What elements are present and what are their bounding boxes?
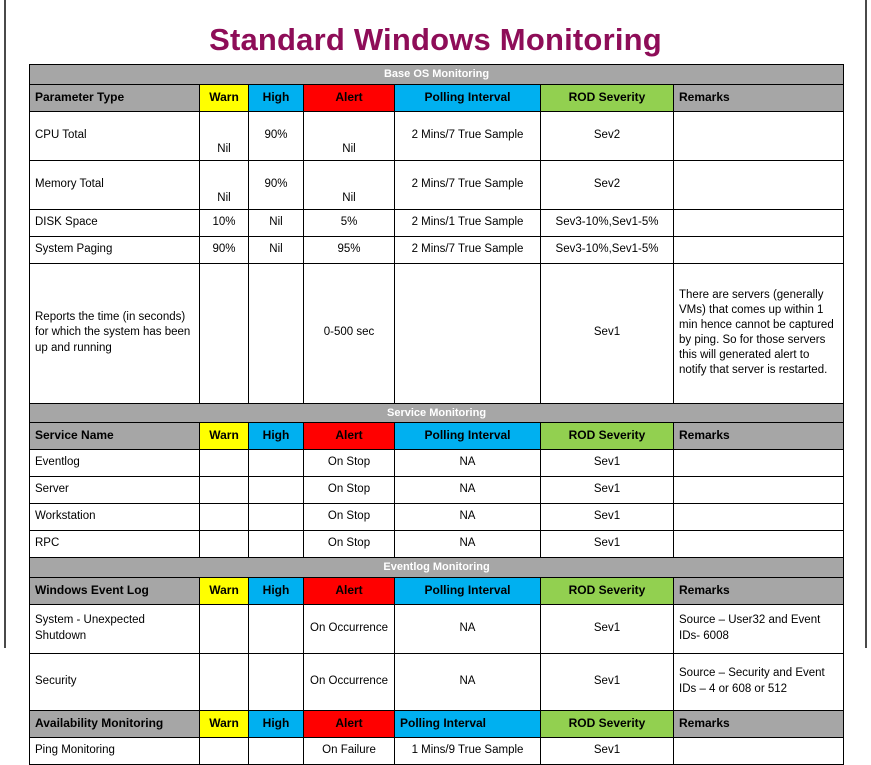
section-band-service: Service Monitoring	[30, 403, 844, 423]
cell-remarks	[674, 531, 844, 558]
section-band-eventlog: Eventlog Monitoring	[30, 558, 844, 578]
cell-polling: 2 Mins/7 True Sample	[395, 160, 541, 209]
cell-parameter-name: DISK Space	[30, 209, 200, 236]
header-parameter-type: Parameter Type	[30, 84, 200, 111]
table-row	[30, 531, 844, 558]
cell-rod: Sev3-10%,Sev1-5%	[541, 236, 674, 263]
cell-warn	[200, 653, 249, 710]
column-header-row	[30, 710, 844, 737]
table-row	[30, 737, 844, 764]
cell-remarks: Source – Security and Event IDs – 4 or 608 or 512	[674, 653, 844, 710]
header-remarks: Remarks	[674, 577, 844, 604]
table-row	[30, 209, 844, 236]
cell-warn	[200, 737, 249, 764]
cell-high: 90%	[249, 111, 304, 160]
table-row	[30, 653, 844, 710]
header-high: High	[249, 577, 304, 604]
cell-alert: 5%	[304, 209, 395, 236]
header-remarks: Remarks	[674, 84, 844, 111]
cell-event-log-name: Security	[30, 653, 200, 710]
cell-alert: On Stop	[304, 531, 395, 558]
cell-parameter-name: Memory Total	[30, 160, 200, 209]
cell-polling	[395, 263, 541, 403]
cell-high: 90%	[249, 160, 304, 209]
cell-rod: Sev2	[541, 160, 674, 209]
cell-rod: Sev1	[541, 737, 674, 764]
cell-parameter-name: System Paging	[30, 236, 200, 263]
cell-remarks	[674, 236, 844, 263]
cell-service-name: Eventlog	[30, 450, 200, 477]
cell-remarks	[674, 111, 844, 160]
monitoring-table	[29, 64, 844, 765]
table-row	[30, 450, 844, 477]
header-rod-severity: ROD Severity	[541, 84, 674, 111]
slide-right-border	[865, 0, 867, 648]
cell-parameter-name: Reports the time (in seconds) for which the system has been up and running	[30, 263, 200, 403]
cell-rod: Sev1	[541, 531, 674, 558]
header-service-name: Service Name	[30, 423, 200, 450]
header-remarks: Remarks	[674, 423, 844, 450]
header-warn: Warn	[200, 423, 249, 450]
table-row	[30, 477, 844, 504]
cell-high: Nil	[249, 236, 304, 263]
cell-polling: 1 Mins/9 True Sample	[395, 737, 541, 764]
cell-remarks	[674, 477, 844, 504]
cell-rod: Sev3-10%,Sev1-5%	[541, 209, 674, 236]
column-header-row	[30, 84, 844, 111]
cell-alert: On Occurrence	[304, 604, 395, 653]
header-polling-interval: Polling Interval	[395, 577, 541, 604]
cell-alert: 95%	[304, 236, 395, 263]
cell-parameter-name: CPU Total	[30, 111, 200, 160]
header-polling-interval: Polling Interval	[395, 84, 541, 111]
cell-high	[249, 504, 304, 531]
cell-warn	[200, 504, 249, 531]
cell-remarks	[674, 160, 844, 209]
cell-warn: 10%	[200, 209, 249, 236]
column-header-row	[30, 423, 844, 450]
cell-remarks: Source – User32 and Event IDs- 6008	[674, 604, 844, 653]
monitoring-table-container	[29, 64, 843, 765]
cell-polling: NA	[395, 604, 541, 653]
table-row	[30, 160, 844, 209]
section-band-row	[30, 65, 844, 85]
header-warn: Warn	[200, 84, 249, 111]
cell-warn: Nil	[200, 160, 249, 209]
cell-polling: NA	[395, 531, 541, 558]
cell-alert: Nil	[304, 160, 395, 209]
cell-remarks	[674, 504, 844, 531]
cell-alert: Nil	[304, 111, 395, 160]
header-high: High	[249, 710, 304, 737]
cell-warn	[200, 604, 249, 653]
cell-rod: Sev2	[541, 111, 674, 160]
cell-high: Nil	[249, 209, 304, 236]
cell-polling: 2 Mins/1 True Sample	[395, 209, 541, 236]
header-alert: Alert	[304, 577, 395, 604]
cell-high	[249, 450, 304, 477]
cell-service-name: Server	[30, 477, 200, 504]
cell-remarks	[674, 209, 844, 236]
header-windows-event-log: Windows Event Log	[30, 577, 200, 604]
cell-service-name: Workstation	[30, 504, 200, 531]
cell-alert: On Occurrence	[304, 653, 395, 710]
header-alert: Alert	[304, 710, 395, 737]
cell-polling: 2 Mins/7 True Sample	[395, 111, 541, 160]
cell-polling: NA	[395, 504, 541, 531]
cell-event-log-name: System - Unexpected Shutdown	[30, 604, 200, 653]
cell-alert: On Stop	[304, 477, 395, 504]
cell-remarks: There are servers (generally VMs) that comes up within 1 min hence cannot be captured by ping. So for those servers this will generated alert to notify that server is restarted.	[674, 263, 844, 403]
section-band-row	[30, 558, 844, 578]
table-row	[30, 236, 844, 263]
section-band-row	[30, 403, 844, 423]
cell-warn	[200, 531, 249, 558]
cell-high	[249, 477, 304, 504]
cell-alert: On Stop	[304, 450, 395, 477]
header-high: High	[249, 423, 304, 450]
cell-warn: Nil	[200, 111, 249, 160]
cell-polling: 2 Mins/7 True Sample	[395, 236, 541, 263]
cell-high	[249, 737, 304, 764]
header-rod-severity: ROD Severity	[541, 423, 674, 450]
header-high: High	[249, 84, 304, 111]
cell-warn: 90%	[200, 236, 249, 263]
cell-high	[249, 604, 304, 653]
cell-rod: Sev1	[541, 604, 674, 653]
cell-high	[249, 653, 304, 710]
header-rod-severity: ROD Severity	[541, 577, 674, 604]
cell-availability-name: Ping Monitoring	[30, 737, 200, 764]
header-polling-interval: Polling Interval	[395, 710, 541, 737]
table-row	[30, 504, 844, 531]
cell-remarks	[674, 737, 844, 764]
header-availability-monitoring: Availability Monitoring	[30, 710, 200, 737]
cell-polling: NA	[395, 450, 541, 477]
cell-warn	[200, 477, 249, 504]
section-band-base-os: Base OS Monitoring	[30, 65, 844, 85]
cell-warn	[200, 450, 249, 477]
column-header-row	[30, 577, 844, 604]
cell-polling: NA	[395, 477, 541, 504]
cell-rod: Sev1	[541, 263, 674, 403]
cell-remarks	[674, 450, 844, 477]
cell-warn	[200, 263, 249, 403]
header-alert: Alert	[304, 84, 395, 111]
cell-alert: 0-500 sec	[304, 263, 395, 403]
cell-rod: Sev1	[541, 450, 674, 477]
cell-service-name: RPC	[30, 531, 200, 558]
cell-rod: Sev1	[541, 504, 674, 531]
cell-high	[249, 263, 304, 403]
cell-alert: On Stop	[304, 504, 395, 531]
header-rod-severity: ROD Severity	[541, 710, 674, 737]
cell-alert: On Failure	[304, 737, 395, 764]
cell-rod: Sev1	[541, 653, 674, 710]
cell-rod: Sev1	[541, 477, 674, 504]
table-row	[30, 111, 844, 160]
header-warn: Warn	[200, 710, 249, 737]
header-remarks: Remarks	[674, 710, 844, 737]
table-row	[30, 263, 844, 403]
header-warn: Warn	[200, 577, 249, 604]
cell-high	[249, 531, 304, 558]
slide-left-border	[4, 0, 6, 648]
header-alert: Alert	[304, 423, 395, 450]
table-row	[30, 604, 844, 653]
header-polling-interval: Polling Interval	[395, 423, 541, 450]
page-title: Standard Windows Monitoring	[209, 22, 662, 57]
cell-polling: NA	[395, 653, 541, 710]
